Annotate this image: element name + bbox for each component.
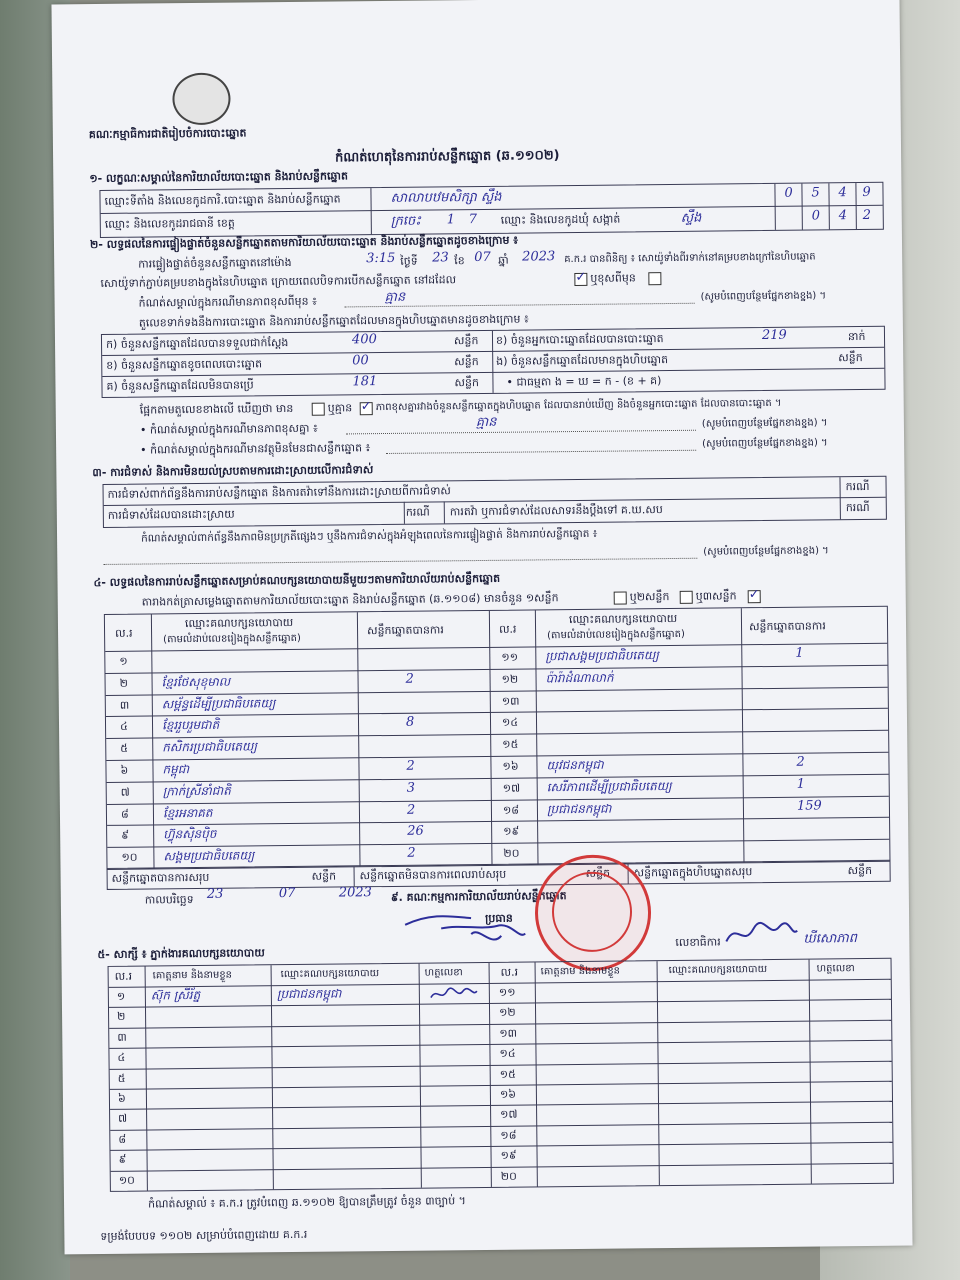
commune-code-2: 4 [838,208,848,224]
tally-sheets-label: តារាងកត់ត្រាសម្លេងឆ្នោតតាមការិយាល័យបោះឆ្នោត និងរាប់សន្លឹកឆ្នោត (ឆ.១១០៨) មានចំនួន ១សន្លឹក [141,591,559,609]
day-label: ថ្ងៃទី [400,254,418,268]
in-box-unit: សន្លឹក [838,350,863,365]
figures-intro: តួលេខទាក់ទងនឹងការបោះឆ្នោត និងការរាប់សន្លឹកឆ្នោតដែលមានក្នុងហិបឆ្នោតមានដូចខាងក្រោម ៖ [138,312,529,330]
irregularity-note: កំណត់សម្គាល់ពាក់ព័ន្ធនឹងភាពមិនប្រក្រតីផ្សេងៗ ឬនឹងការជំទាស់ក្នុងអំឡុងពេលនៃការផ្ទៀងផ្ទាត់ និងការរាប់សន្លឹកឆ្នោត ៖ [141,527,598,545]
location-label: ឈ្មោះទីតាំង និងលេខកូដការិ.បោះឆ្នោត និងរាប់សន្លឹកឆ្នោត [104,192,341,208]
seal-check-text: គ.ក.រ បានពិនិត្យ ៖ សោយ៉ូទាំងពីរទាក់នៅគម្របខាងក្រៅនៃហិបឆ្នោត [564,251,816,266]
witness-no-left: ៨ [118,1132,127,1146]
result-no-left: ៦ [120,763,129,777]
discrepancy-note-value: គ្មាន [475,414,497,431]
result-no-right: ១១ [501,650,519,664]
witness-no-right: ១៦ [499,1087,517,1101]
difference-note-value: គ្មាន [384,289,406,306]
result-no-right: ១៧ [502,781,521,795]
has-discrepancy-checkbox[interactable] [312,403,325,416]
col-party-right-sub: (តាមលំដាប់លេខរៀងក្នុងសន្លឹកឆ្នោត) [547,628,685,642]
fill-back-note-2: (សូមបំពេញបន្ថែមផ្នែកខាងខ្នង) ។ [701,417,828,430]
section1-table [99,182,883,238]
province-value: ក្រចេះ [390,213,422,229]
figures-table [101,326,886,398]
results-row-line [107,774,889,783]
date-label: កាលបរិច្ឆេទ [144,893,194,907]
spoiled-unit: សន្លឹក [454,355,479,369]
result-party-right: ប្រជាជនកម្ពុជា [546,801,612,816]
result-no-left: ១០ [121,850,138,864]
year-label: ឆ្នាំ [498,253,509,267]
w-col-name-right: គោត្តនាម និងនាមខ្លួន [540,965,621,978]
section5-heading: ៥- សាក្សី ៖ ភ្នាក់ងារគណបក្សនយោបាយ [97,946,265,962]
fill-back-note-3: (សូមបំពេញបន្ថែមផ្នែកខាងខ្នង) ។ [702,437,828,450]
witness-no-left: ៩ [118,1152,127,1167]
total-valid-label: សន្លឹកឆ្នោតបានការសរុប [111,870,210,885]
result-party-right: យុវជនកម្ពុជា [546,757,604,773]
two-sheets-label: ឬ២សន្លឹក [629,590,670,604]
witness-table [108,958,894,1192]
chair-signature [401,904,531,953]
received-unit: សន្លឹក [453,334,479,348]
objections-table [103,476,887,528]
result-votes-left: 2 [407,845,416,861]
result-no-right: ១៩ [503,825,520,839]
section3-heading: ៣- ការជំទាស់ និងការមិនយល់ស្របតាមការដោះស្រាយលើការជំទាស់ [92,463,374,480]
objection-row-1: ការជំទាស់ពាក់ព័ន្ធនឹងការរាប់សន្លឹកឆ្នោត និងការតវ៉ាទៅនឹងការដោះស្រាយពីការជំទាស់ [107,484,451,501]
result-votes-left: 2 [406,758,415,774]
result-party-left: កម្ពុជា [162,762,190,777]
location-value: សាលាបឋមសិក្សា ស្ទឹង [390,189,502,206]
result-votes-right: 2 [796,754,805,770]
results-row-line [107,839,889,848]
result-no-left: ៥ [120,741,129,755]
objection-resolved: ការជំទាស់ដែលបានដោះស្រាយ [107,507,235,522]
location-code-4: 9 [862,184,871,200]
official-seal-icon [534,854,651,971]
witness-no-left: ៧ [118,1112,128,1126]
committee-label: ៩. គណៈកម្មការការិយាល័យរាប់សន្លឹកឆ្នោត [390,889,567,904]
result-no-right: ១៨ [502,803,520,817]
unused-value: 181 [352,374,378,390]
col-no-right: ល.រ [498,622,517,636]
result-party-left: កសិករប្រជាធិបតេយ្យ [162,739,258,755]
form-footer: ទម្រង់បែបបទ ១១០២ សម្រាប់បំពេញដោយ គ.ក.រ [100,1227,308,1244]
result-no-left: ២ [119,676,128,690]
result-party-right: ប៉ារ៉ាដំណាលាក់ [545,670,614,686]
result-party-left: ក្រាក់ស្រីនាំជាតិ [162,783,231,799]
fill-back-note-4: (សូមបំពេញបន្ថែមផ្នែកខាងខ្នង) ។ [703,545,829,558]
witness-no-right: ១៥ [499,1067,516,1081]
objection-case-2: ករណី [405,505,430,519]
results-table [104,606,891,870]
three-sheets-label: ឬ៣សន្លឹក [695,589,737,603]
results-row-line [106,730,888,739]
seal-check-text-2: សោយ៉ូទាក់ភ្ជាប់គម្របខាងក្នុងនៃហិបឆ្នោត ក្រោយពេលបិទការបើកសន្លឹកឆ្នោត នៅដដែល [100,273,457,290]
discrepancy-note-label: • កំណត់សម្គាល់ក្នុងករណីមានភាពខុសគ្នា ៖ [139,421,318,437]
result-votes-left: 3 [406,780,416,796]
w-col-sign-left: ហត្ថលេខា [424,967,463,979]
w-col-party-left: ឈ្មោះគណបក្សនយោបាយ [280,968,380,981]
section1-heading: ១- លក្ខណៈសម្គាល់នៃការិយាល័យបោះឆ្នោត និងរាប់សន្លឹកឆ្នោត [89,169,348,186]
result-party-left: ខ្មែររួបរួមជាតិ [161,718,220,733]
objection-case-3: ករណី [845,500,870,515]
secretary-label: លេខាធិការ [675,935,721,949]
form-sheet [51,0,912,1254]
date-year: 2023 [338,885,372,901]
result-no-right: ១២ [501,672,519,686]
witness-party: ប្រជាជនកម្ពុជា [276,986,342,1002]
verify-day: 23 [432,250,449,266]
secretary-signature [721,919,801,950]
result-no-right: ២០ [503,846,520,860]
col-votes-right: សន្លឹកឆ្នោតបានការ [748,619,826,634]
col-votes-left: សន្លឹកឆ្នោតបានការ [366,623,444,638]
secretary-name: ឃីសោភាព [803,931,858,947]
foreign-object-note-label: • កំណត់សម្គាល់ក្នុងករណីមានវត្ថុមិនមែនជាសន្លឹកឆ្នោត ៖ [140,441,371,457]
unused-label: គ) ចំនួនសន្លឹកឆ្នោតដែលមិនបានប្រើ [106,378,254,393]
result-votes-left: 2 [406,802,416,818]
col-party-right: ឈ្មោះគណបក្សនយោបាយ [568,611,678,627]
results-row-line [107,817,889,826]
voters-unit: នាក់ [847,329,866,344]
total-invalid-unit: សន្លឹក [585,866,611,880]
province-code-2: 7 [468,212,478,228]
difference-note-label: កំណត់សម្គាល់ក្នុងករណីមានភាពខុសពីមុន ៖ [138,294,317,310]
witness-no-right: ១៩ [500,1148,517,1163]
verify-time: 3:15 [366,250,396,267]
witness-no-right: ១៣ [499,1026,518,1040]
chair-label: ប្រធាន [485,911,513,925]
commune-code-1: 0 [811,208,821,224]
witness-no-right: ២០ [500,1169,517,1183]
w-col-no-left: ល.រ [114,969,133,983]
witness-no-left: ១ [116,989,126,1003]
result-party-right: សេរីភាពដើម្បីប្រជាធិបតេយ្យ [546,778,672,795]
result-no-left: ១ [119,654,128,668]
result-no-left: ៩ [121,829,130,843]
objection-case-1: ករណី [845,479,870,494]
witness-no-right: ១១ [498,985,516,999]
section4-heading: ៤- លទ្ធផលនៃការរាប់សន្លឹកឆ្នោតសម្រាប់គណបក្សនយោបាយនីមួយៗតាមការិយាល័យរាប់សន្លឹកឆ្នោត [93,571,501,590]
witness-no-left: ៤ [117,1050,126,1065]
one-sheet-checkbox[interactable] [614,591,627,604]
voters-value: 219 [761,327,787,344]
witness-no-left: ៣ [117,1030,127,1044]
w-col-no-right: ល.រ [500,965,519,979]
witness-no-left: ២ [117,1010,126,1024]
witness-no-right: ១៧ [500,1108,518,1122]
date-month: 07 [278,885,296,902]
result-no-right: ១៣ [501,694,520,708]
witness-signature [427,983,481,1006]
result-votes-left: 26 [407,824,424,840]
verify-time-label: ការផ្ទៀងផ្ទាត់ចំនួនសន្លឹកឆ្នោតនៅម៉ោង [138,255,292,271]
result-no-right: ១៥ [502,737,519,751]
received-value: 400 [351,332,377,348]
verify-year: 2023 [522,249,556,265]
result-party-right: ប្រជាសង្គមប្រជាធិបតេយ្យ [545,648,659,664]
date-day: 23 [206,886,224,902]
result-party-left: សម្ព័ន្ធដើម្បីប្រជាធិបតេយ្យ [161,695,276,711]
result-party-left: ខ្មែរអនាគត [162,805,213,820]
fill-back-note-1: (សូមបំពេញបន្ថែមផ្នែកខាងខ្នង) ។ [700,290,827,303]
month-label: ខែ [454,254,465,268]
same-checkbox[interactable] [574,273,587,286]
spoiled-label: ខ) ចំនួនសន្លឹកឆ្នោតខូចពេលបោះឆ្នោត [106,357,263,372]
spoiled-value: 00 [352,353,369,369]
witness-no-left: ១០ [118,1173,135,1187]
col-party-left-sub: (តាមលំដាប់លេខរៀងក្នុងសន្លឹកឆ្នោត) [163,632,301,646]
result-votes-left: 2 [405,671,414,687]
different-label: ឬខុសពីមុន [590,271,636,285]
result-no-right: ១៤ [501,716,519,730]
result-votes-right: 1 [795,645,804,661]
w-col-name-left: គោត្តនាម និងនាមខ្លួន [152,969,233,982]
result-no-left: ៧ [120,785,130,799]
different-checkbox[interactable] [648,272,661,285]
result-no-right: ១៦ [502,759,519,773]
province-label: ឈ្មោះ និងលេខកូដរាជធានី ខេត្ត [104,216,235,231]
unused-unit: សន្លឹក [454,376,479,390]
witness-no-right: ១៨ [500,1128,517,1142]
witness-name: ស៊ុក ស្រីរ័ត្ន [150,987,201,1003]
result-no-left: ៤ [119,720,128,734]
discrepancy-check-text: ភាពខុសគ្នារវាងចំនួនសន្លឹកឆ្នោតក្នុងហិបឆ្នោត ដែលបានរាប់ឃើញ និងចំនួនអ្នកបោះឆ្នោត ដែលបានបោះឆ្នោត ។ [375,397,782,414]
received-label: ក) ចំនួនសន្លឹកឆ្នោតដែលបានទទួលជាក់ស្តែង [105,336,289,351]
location-code-3: 4 [838,185,847,201]
result-party-left: សង្គមប្រជាធិបតេយ្យ [163,848,255,864]
completion-note: កំណត់សម្គាល់ ៖ គ.ក.រ ត្រូវបំពេញ ឆ.១១០២ ឱ្យបានត្រឹមត្រូវ ចំនួន ៣ច្បាប់ ។ [147,1194,466,1211]
location-code-2: 5 [811,185,820,201]
w-col-sign-right: ហត្ថលេខា [816,963,855,975]
witness-no-left: ៦ [117,1091,126,1105]
witness-no-right: ១២ [498,1006,516,1020]
no-discrepancy-label: ឬគ្មាន [327,401,353,415]
result-votes-right: 159 [796,798,822,814]
results-row-line [105,665,887,674]
w-col-party-right: ឈ្មោះគណបក្សនយោបាយ [668,964,768,977]
total-invalid-label: សន្លឹកឆ្នោតមិនបានការពេលរាប់សរុប [359,867,507,883]
discrepancy-check-label: ផ្អែកតាមតួលេខខាងលើ ឃើញថា មាន [139,401,294,417]
location-code-1: 0 [784,185,793,201]
result-party-left: ហ៊្វុនស៊ិនប៉ិច [163,827,217,842]
commune-value: ស្ទឹង [680,210,702,226]
result-no-left: ៣ [119,698,130,712]
total-inbox-unit: សន្លឹក [847,863,873,878]
total-valid-unit: សន្លឹក [311,869,337,883]
committee-logo-icon [172,73,231,126]
result-votes-left: 8 [405,715,415,731]
voters-label: ខ) ចំនួនអ្នកបោះឆ្នោតដែលបានបោះឆ្នោត [495,332,664,347]
verify-month: 07 [474,249,491,266]
result-no-left: ៨ [120,807,129,821]
witness-no-right: ១៤ [499,1046,516,1061]
witness-no-left: ៥ [117,1071,126,1085]
form-title: កំណត់ហេតុនៃការរាប់សន្លឹកឆ្នោត (ឆ.១១០២) [335,148,560,166]
commune-code-3: 2 [862,207,872,223]
col-no-left: ល.រ [114,626,133,640]
three-sheets-checkbox[interactable] [748,590,761,603]
section2-heading: ២- លទ្ធផលនៃការផ្ទៀងផ្ទាត់ចំនួនសន្លឹកឆ្នោតតាមការិយាល័យបោះឆ្នោត និងរាប់សន្លឹកឆ្នោតដូចខាងក្រោម ៖ [89,233,519,252]
org-name: គណៈកម្មាធិការជាតិរៀបចំការបោះឆ្នោត [88,126,247,142]
col-party-left: ឈ្មោះគណបក្សនយោបាយ [184,615,294,631]
formula: • ជាធម្មតា ង = ឃ = ក - (ខ + គ) [506,374,662,389]
objection-appealed: ការតវ៉ា ឬការជំទាស់ដែលសាទរនឹងប្តឹងទៅ គ.ឃ.សប [449,503,663,519]
result-votes-right: 1 [796,776,806,792]
result-party-left: ខ្មែរថែសុខុមាល [161,674,231,690]
province-code-1: 1 [446,212,456,228]
no-discrepancy-checkbox[interactable] [360,402,373,415]
commune-label: ឈ្មោះ និងលេខកូដឃុំ សង្កាត់ [500,212,621,227]
two-sheets-checkbox[interactable] [680,591,693,604]
total-inbox-label: សន្លឹកឆ្នោតក្នុងហិបឆ្នោតសរុប [633,865,753,880]
in-box-label: ង) ចំនួនសន្លឹកឆ្នោតដែលមានក្នុងហិបឆ្នោត [496,353,669,368]
